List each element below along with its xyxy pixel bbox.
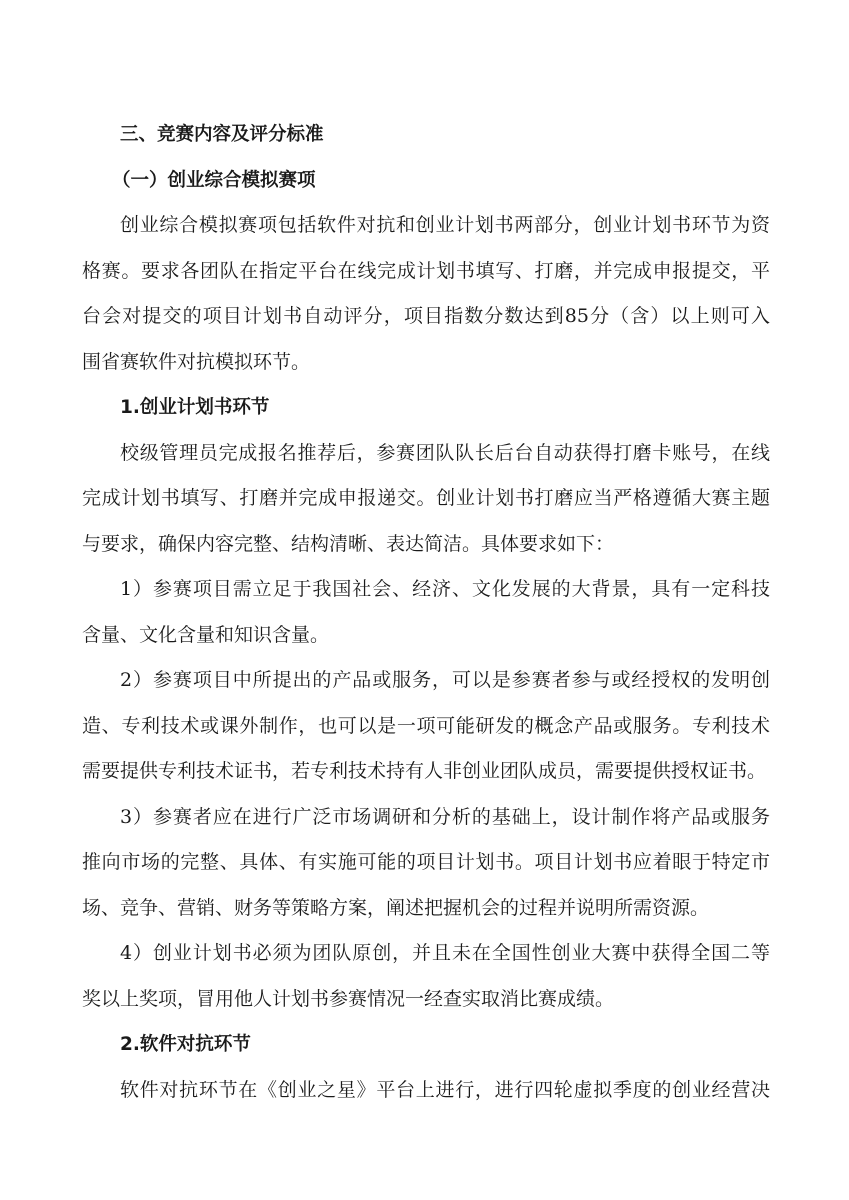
paragraph-line: 3）参赛者应在进行广泛市场调研和分析的基础上，设计制作将产品或服务	[120, 805, 770, 828]
paragraph-line: 需要提供专利技术证书，若专利技术持有人非创业团队成员，需要提供授权证书。	[82, 760, 767, 782]
paragraph-line: 含量、文化含量和知识含量。	[82, 623, 330, 646]
paragraph-line: 1）参赛项目需立足于我国社会、经济、文化发展的大背景，具有一定科技	[120, 578, 770, 600]
paragraph-line: 创业综合模拟赛项包括软件对抗和创业计划书两部分，创业计划书环节为资	[120, 214, 770, 236]
item1-paragraph	[82, 431, 770, 568]
document-page	[82, 112, 770, 1113]
paragraph-line: 2）参赛项目中所提出的产品或服务，可以是参赛者参与或经授权的发明创	[120, 669, 770, 691]
paragraph-line: 场、竞争、营销、财务等策略方案，阐述把握机会的过程并说明所需资源。	[82, 896, 710, 919]
subsection-heading: （一）创业综合模拟赛项	[112, 169, 316, 191]
paragraph-line: 完成计划书填写、打磨并完成申报递交。创业计划书打磨应当严格遵循大赛主题	[82, 487, 770, 509]
paragraph-line: 与要求，确保内容完整、结构清晰、表达简洁。具体要求如下：	[82, 532, 615, 555]
paragraph-line: 推向市场的完整、具体、有实施可能的项目计划书。项目计划书应着眼于特定市	[82, 851, 770, 873]
section-heading: 三、竞赛内容及评分标准	[120, 124, 324, 145]
requirement-1	[82, 567, 770, 658]
paragraph-line: 4）创业计划书必须为团队原创，并且未在全国性创业大赛中获得全国二等	[120, 942, 770, 964]
paragraph-line: 奖以上奖项，冒用他人计划书参赛情况一经查实取消比赛成绩。	[82, 987, 615, 1010]
paragraph-line: 格赛。要求各团队在指定平台在线完成计划书填写、打磨，并完成申报提交，平	[82, 259, 770, 282]
paragraph-line: 造、专利技术或课外制作，也可以是一项可能研发的概念产品或服务。专利技术	[82, 714, 770, 737]
item1-heading: 1.创业计划书环节	[120, 397, 270, 418]
paragraph-line: 校级管理员完成报名推荐后，参赛团队队长后台自动获得打磨卡账号，在线	[120, 441, 770, 464]
item2-paragraph	[82, 1068, 770, 1114]
paragraph-line: 台会对提交的项目计划书自动评分，项目指数分数达到85分（含）以上则可入	[82, 305, 770, 327]
requirement-3	[82, 795, 770, 932]
intro-paragraph	[82, 203, 770, 385]
requirement-4	[82, 931, 770, 1022]
paragraph-line: 软件对抗环节在《创业之星》平台上进行，进行四轮虚拟季度的创业经营决	[120, 1078, 770, 1101]
paragraph-line: 围省赛软件对抗模拟环节。	[82, 350, 311, 373]
item2-heading: 2.软件对抗环节	[120, 1034, 251, 1055]
requirement-2	[82, 658, 770, 795]
